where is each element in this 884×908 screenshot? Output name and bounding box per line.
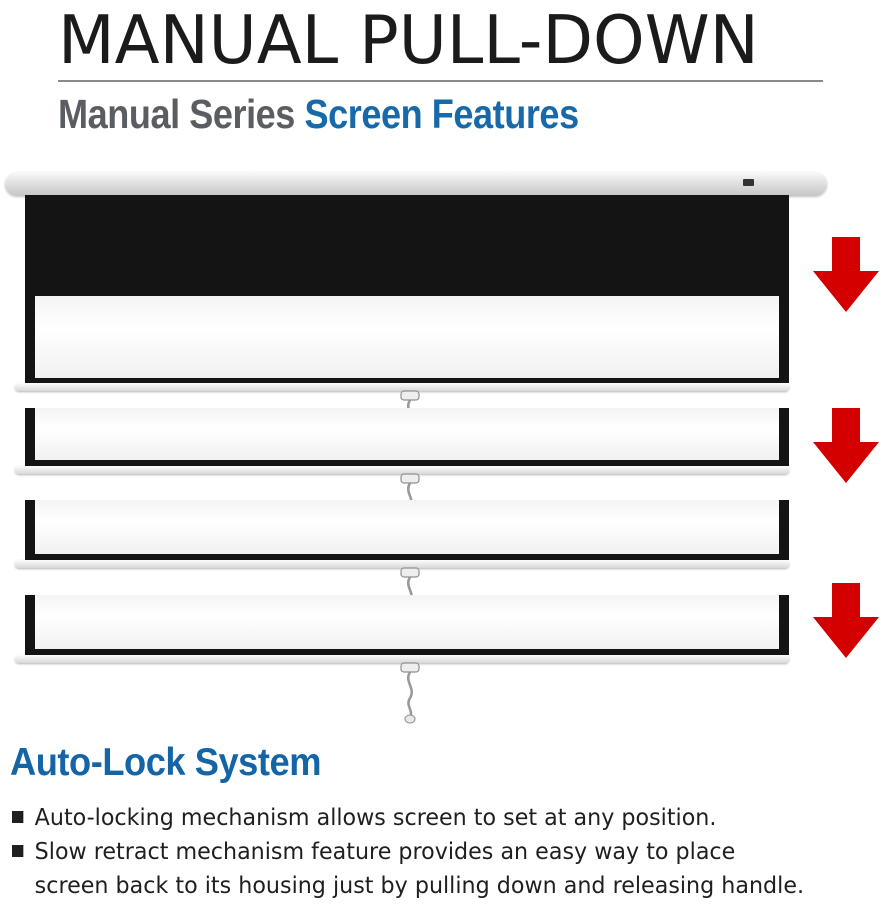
down-arrow-icon bbox=[811, 408, 881, 484]
list-item bbox=[12, 834, 834, 868]
list-item-continuation bbox=[12, 868, 834, 902]
title-divider bbox=[58, 80, 823, 82]
pull-handle-icon bbox=[398, 662, 422, 724]
page-subtitle bbox=[58, 88, 579, 140]
subtitle-features: Screen Features bbox=[304, 91, 579, 137]
bullet-square-icon bbox=[12, 845, 23, 857]
down-arrow-icon bbox=[811, 237, 881, 313]
screen-position-1 bbox=[25, 195, 789, 383]
subtitle-series: Manual Series bbox=[58, 91, 295, 137]
bullet-text: screen back to its housing just by pulling down and releasing handle. bbox=[34, 871, 805, 899]
bullet-text: Auto-locking mechanism allows screen to set at any position. bbox=[34, 803, 717, 831]
screen-housing bbox=[5, 172, 827, 196]
bullet-square-icon bbox=[12, 811, 23, 823]
list-item bbox=[12, 800, 834, 834]
screen-position-3 bbox=[25, 500, 789, 560]
screen-position-4 bbox=[25, 595, 789, 655]
brand-logo-icon bbox=[743, 179, 754, 186]
feature-list bbox=[12, 800, 882, 902]
page-title: MANUAL PULL-DOWN bbox=[58, 1, 759, 79]
bullet-text: Slow retract mechanism feature provides an easy way to place bbox=[34, 837, 736, 865]
down-arrow-icon bbox=[811, 583, 881, 659]
screen-position-2 bbox=[25, 408, 789, 466]
section-title: Auto-Lock System bbox=[10, 741, 321, 784]
screen-illustration bbox=[0, 165, 884, 725]
